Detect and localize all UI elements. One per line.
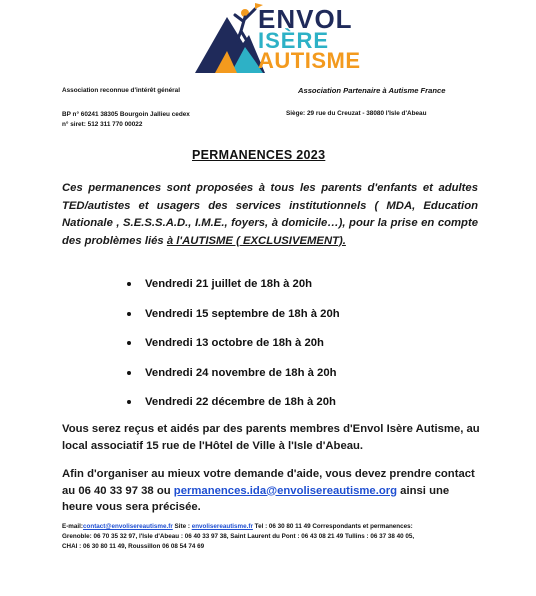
- intro-underlined: à l'AUTISME ( EXCLUSIVEMENT).: [166, 234, 346, 247]
- intro-paragraph: [62, 180, 478, 250]
- header-partner: Association Partenaire à Autisme France: [298, 86, 446, 95]
- footer-line-3: CHAI : 06 30 80 11 49, Roussillon 06 08 54 74 69: [62, 543, 205, 551]
- date-text: Vendredi 13 octobre de 18h à 20h: [145, 337, 324, 350]
- intro-text: Ces permanences sont proposées à tous les parents d'enfants et adultes TED/autistes et usagers des services institutionnels ( MDA, Education Nationale , S.E.S.S.A.D., I.M.E., foyers, à domicile…), pour la prise en compte des problèmes liés: [62, 182, 478, 247]
- bullet-icon: [127, 341, 131, 345]
- contact-text-before: Afin d'organiser au mieux votre demande d'aide, vous devez prendre contact au 06 40 33 97 38 ou: [62, 468, 475, 497]
- header-bp-address: BP n° 60241 38305 Bourgoin Jallieu cedex: [62, 111, 190, 118]
- bullet-icon: [127, 312, 131, 316]
- date-text: Vendredi 22 décembre de 18h à 20h: [145, 396, 336, 409]
- dates-list: [127, 270, 340, 418]
- reception-paragraph: Vous serez reçus et aidés par des parents membres d'Envol Isère Autisme, au local associatif 15 rue de l'Hôtel de Ville à l'Isle d'Abeau.: [62, 423, 480, 452]
- contact-text-after: ainsi une heure vous sera précisée.: [62, 484, 450, 513]
- footer-site-link[interactable]: envolisereautisme.fr: [191, 523, 253, 530]
- date-item: [127, 270, 340, 300]
- bullet-icon: [127, 371, 131, 375]
- footer-line-2: Grenoble: 06 70 35 32 97, l'Isle d'Abeau : 06 40 33 97 38, Saint Laurent du Pont : 06 43 08 21 49 Tullins : 06 37 38 40 05,: [62, 533, 415, 541]
- footer-phone: Tel : 06 30 80 11 49 Correspondants et permanences:: [252, 523, 413, 530]
- date-item: [127, 359, 340, 389]
- bullet-icon: [127, 282, 131, 286]
- date-text: Vendredi 21 juillet de 18h à 20h: [145, 278, 313, 290]
- header-siege: Siège: 29 rue du Creuzat - 38080 l'Isle d'Abeau: [286, 110, 427, 117]
- footer-contacts: [62, 522, 502, 553]
- date-item: [127, 388, 340, 418]
- logo-text-envol: ENVOL: [258, 4, 353, 34]
- footer-line-1: [62, 522, 502, 532]
- logo-text-autisme: AUTISME: [258, 48, 361, 73]
- footer-site-label: Site :: [172, 523, 192, 530]
- logo-text-isere: ISÈRE: [258, 28, 330, 53]
- header-recognition: Association reconnue d'intérêt général: [62, 87, 180, 94]
- date-text: Vendredi 24 novembre de 18h à 20h: [145, 366, 337, 379]
- footer-email-label: E-mail:: [62, 523, 83, 530]
- contact-paragraph: [62, 466, 482, 516]
- date-item: [127, 329, 340, 359]
- permanences-email-link[interactable]: permanences.ida@envolisereautisme.org: [173, 484, 398, 497]
- date-text: Vendredi 15 septembre de 18h à 20h: [145, 307, 340, 320]
- date-item: [127, 300, 340, 330]
- header-siret: n° siret: 512 311 770 00022: [62, 121, 143, 128]
- document-title: PERMANENCES 2023: [192, 148, 326, 162]
- bullet-icon: [127, 400, 131, 404]
- footer-email-link[interactable]: contact@envolisereautisme.fr: [83, 523, 173, 530]
